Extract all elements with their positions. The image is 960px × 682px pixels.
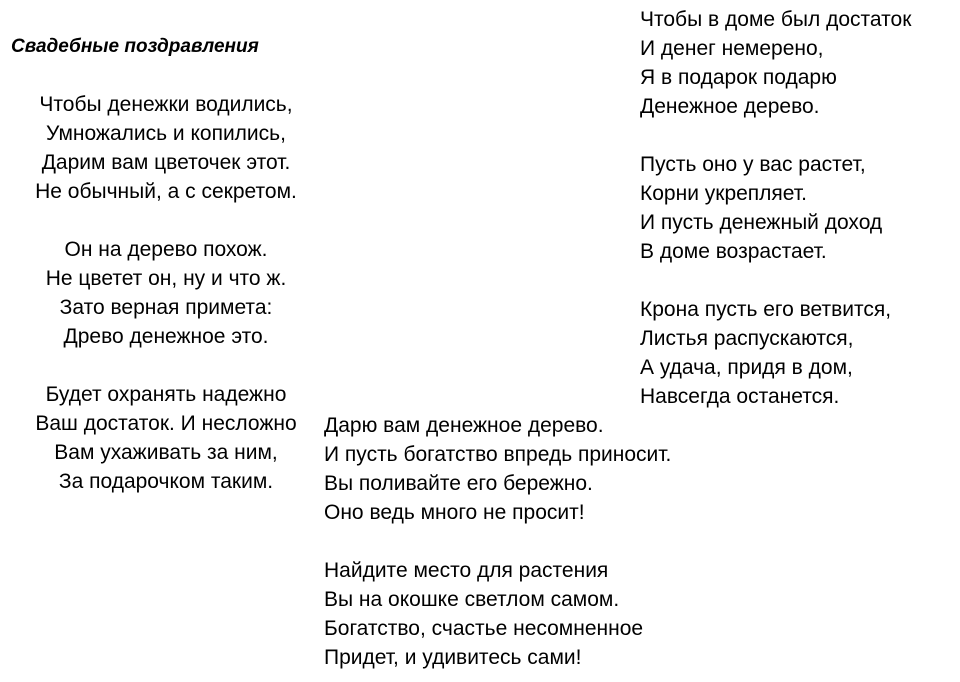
poem-line: Вы поливайте его бережно. bbox=[324, 472, 593, 495]
poem-line: Не цветет он, ну и что ж. bbox=[45, 267, 287, 290]
poem-line: Древо денежное это. bbox=[63, 325, 269, 348]
stanza-gap bbox=[324, 527, 744, 556]
poem-line: Зато верная примета: bbox=[59, 296, 273, 319]
poem-line: Пусть оно у вас растет, bbox=[640, 153, 866, 176]
left-poem bbox=[10, 90, 322, 496]
poem-line: Оно ведь много не просит! bbox=[324, 501, 585, 524]
poem-line: Чтобы в доме был достаток bbox=[640, 8, 912, 31]
poem-line: Чтобы денежки водились, bbox=[39, 93, 293, 116]
poem-line: Он на дерево похож. bbox=[64, 238, 268, 261]
stanza-gap bbox=[640, 266, 958, 295]
poem-line: Корни укрепляет. bbox=[640, 182, 807, 205]
poem-line: Дарим вам цветочек этот. bbox=[41, 151, 291, 174]
stanza-gap bbox=[640, 121, 958, 150]
poem-line: Дарю вам денежное дерево. bbox=[324, 414, 604, 437]
poem-line: Придет, и удивитесь сами! bbox=[324, 646, 582, 669]
poem-line: Листья распускаются, bbox=[640, 327, 854, 350]
poem-line: Ваш достаток. И несложно bbox=[35, 412, 297, 435]
page-title: Свадебные поздравления bbox=[11, 36, 259, 57]
stanza-gap bbox=[10, 206, 322, 235]
bottom-poem bbox=[324, 411, 744, 672]
poem-line: Навсегда останется. bbox=[640, 385, 840, 408]
poem-line: И пусть денежный доход bbox=[640, 211, 883, 234]
poem-line: Богатство, счастье несомненное bbox=[324, 617, 644, 640]
poem-line: Вы на окошке светлом самом. bbox=[324, 588, 620, 611]
poem-line: Найдите место для растения bbox=[324, 559, 609, 582]
poem-line: Умножались и копились, bbox=[46, 122, 286, 145]
poem-line: Вам ухаживать за ним, bbox=[54, 441, 278, 464]
poem-line: Будет охранять надежно bbox=[45, 383, 287, 406]
poem-line: За подарочком таким. bbox=[58, 470, 274, 493]
stanza-gap bbox=[10, 351, 322, 380]
poem-line: И денег немерено, bbox=[640, 37, 824, 60]
poem-line: Денежное дерево. bbox=[640, 95, 820, 118]
poem-line: В доме возрастает. bbox=[640, 240, 827, 263]
poem-line: А удача, придя в дом, bbox=[640, 356, 853, 379]
poem-line: И пусть богатство впредь приносит. bbox=[324, 443, 672, 466]
poem-line: Не обычный, а с секретом. bbox=[35, 180, 297, 203]
poem-line: Крона пусть его ветвится, bbox=[640, 298, 892, 321]
poem-line: Я в подарок подарю bbox=[640, 66, 837, 89]
right-poem bbox=[640, 5, 958, 411]
